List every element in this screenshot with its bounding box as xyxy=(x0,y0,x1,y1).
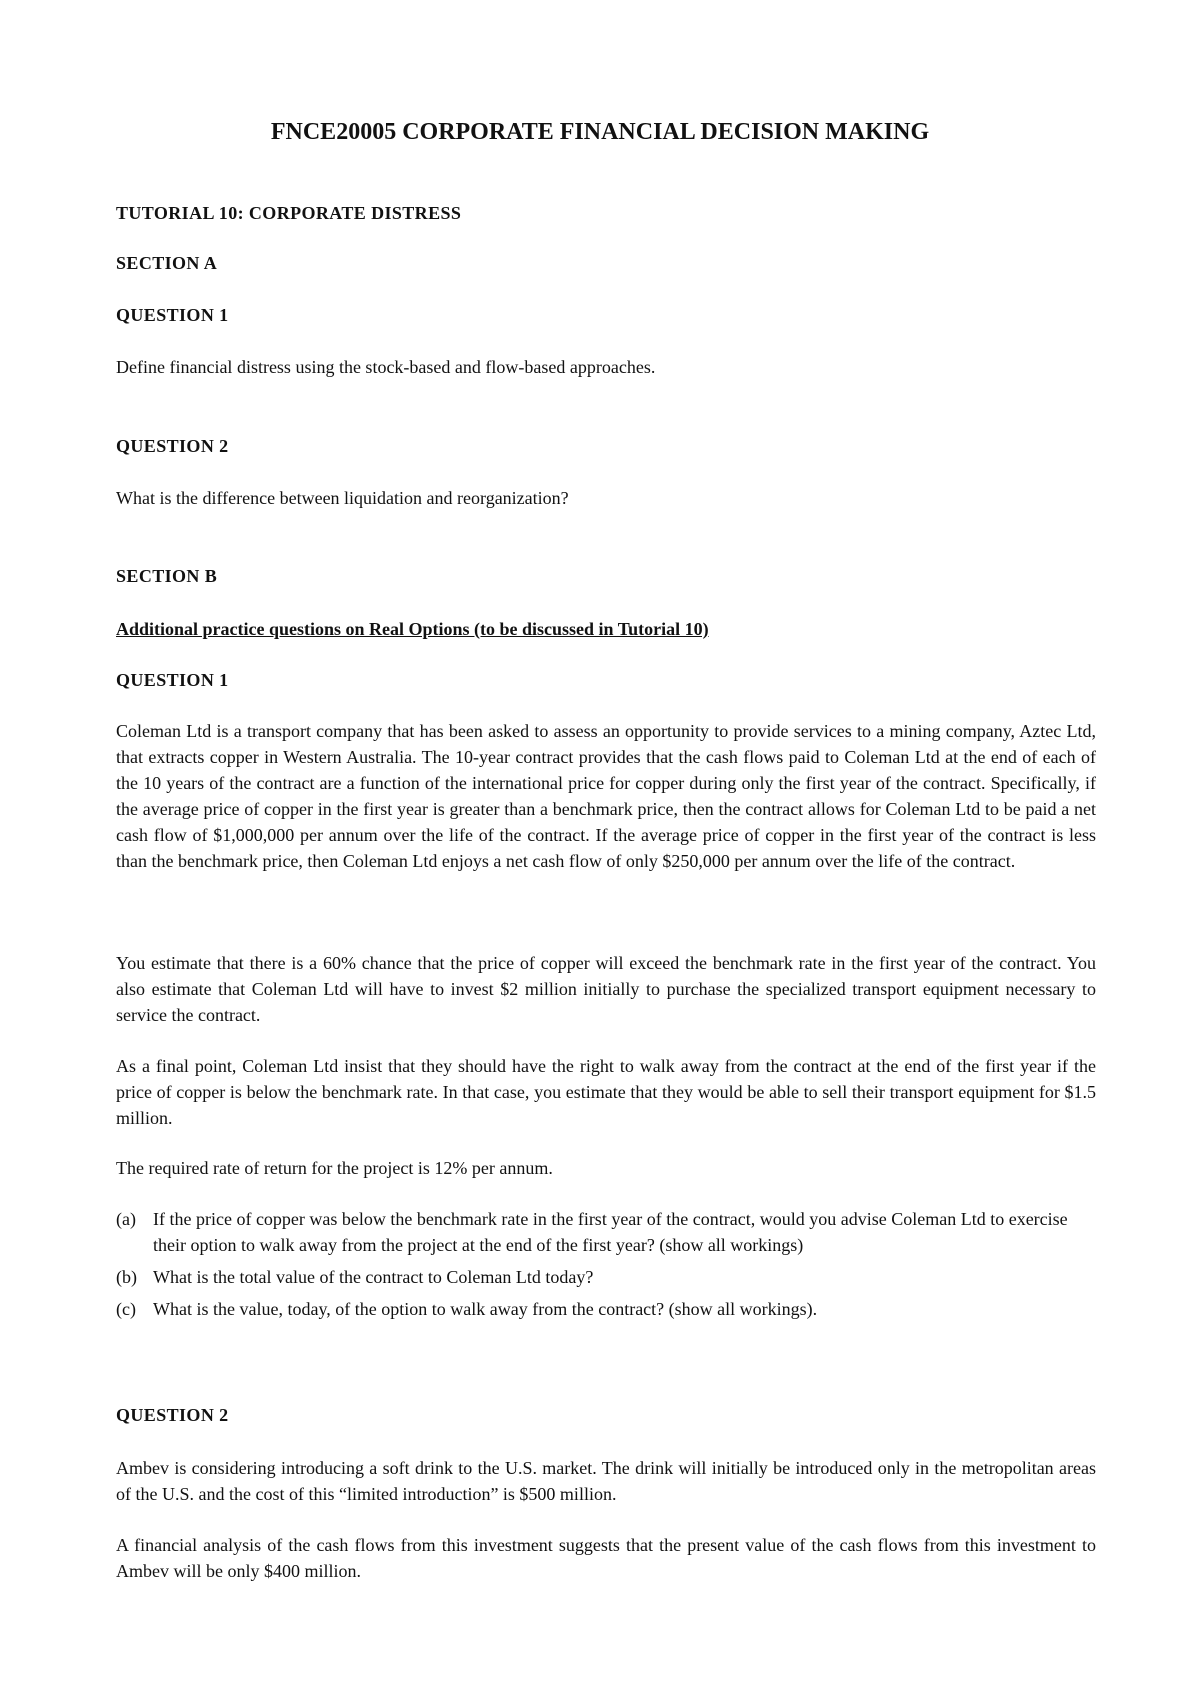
coleman-paragraph-4: The required rate of return for the project is 12% per annum. xyxy=(116,1158,553,1178)
coleman-paragraph-2: You estimate that there is a 60% chance that the price of copper will exceed the benchmark rate in the first year of the contract. You also estimate that Coleman Ltd will have to invest $2 million initially to purchase the specialized transport equipment necessary to service the contract. xyxy=(116,953,1096,1025)
list-item xyxy=(116,1264,1096,1290)
part-marker: (c) xyxy=(116,1299,136,1319)
coleman-paragraph-3: As a final point, Coleman Ltd insist that they should have the right to walk away from the contract at the end of the first year if the price of copper is below the benchmark rate. In that case, you estimate that they would be able to sell their transport equipment for $1.5 million. xyxy=(116,1056,1096,1128)
section-b-question-2-label: QUESTION 2 xyxy=(116,1405,229,1425)
list-item xyxy=(116,1296,1096,1322)
section-a-question-2-text: What is the difference between liquidation and reorganization? xyxy=(116,488,569,508)
section-a-heading: SECTION A xyxy=(116,253,218,273)
part-text: What is the value, today, of the option to walk away from the contract? (show all workings). xyxy=(153,1299,818,1319)
ambev-paragraph-2: A financial analysis of the cash flows from this investment suggests that the present value of the cash flows from this investment to Ambev will be only $400 million. xyxy=(116,1535,1096,1581)
part-marker: (a) xyxy=(116,1209,136,1229)
part-text: If the price of copper was below the benchmark rate in the first year of the contract, would you advise Coleman Ltd to exercise their option to walk away from the project at the end of the first year? (show all workings) xyxy=(153,1209,1068,1255)
tutorial-heading: TUTORIAL 10: CORPORATE DISTRESS xyxy=(116,203,462,223)
section-a-question-1-label: QUESTION 1 xyxy=(116,305,229,325)
section-a-question-2-label: QUESTION 2 xyxy=(116,436,229,456)
section-a-question-1-text: Define financial distress using the stock-based and flow-based approaches. xyxy=(116,357,656,377)
document-title: FNCE20005 CORPORATE FINANCIAL DECISION MAKING xyxy=(270,119,930,145)
part-marker: (b) xyxy=(116,1267,137,1287)
coleman-paragraph-1: Coleman Ltd is a transport company that has been asked to assess an opportunity to provide services to a mining company, Aztec Ltd, that extracts copper in Western Australia. The 10-year contract provides that the cash flows paid to Coleman Ltd at the end of each of the 10 years of the contract are a function of the international price for copper during only the first year of the contract. Specifically, if the average price of copper in the first year is greater than a benchmark price, then the contract allows for Coleman Ltd to be paid a net cash flow of $1,000,000 per annum over the life of the contract. If the average price of copper in the first year of the contract is less than the benchmark price, then Coleman Ltd enjoys a net cash flow of only $250,000 per annum over the life of the contract. xyxy=(116,721,1096,871)
section-b-question-1-label: QUESTION 1 xyxy=(116,670,229,690)
coleman-question-parts xyxy=(116,1206,1096,1328)
ambev-paragraph-1: Ambev is considering introducing a soft drink to the U.S. market. The drink will initially be introduced only in the metropolitan areas of the U.S. and the cost of this “limited introduction” is $500 million. xyxy=(116,1458,1096,1504)
part-text: What is the total value of the contract to Coleman Ltd today? xyxy=(153,1267,594,1287)
list-item xyxy=(116,1206,1096,1258)
section-b-heading: SECTION B xyxy=(116,566,218,586)
section-b-subheading: Additional practice questions on Real Options (to be discussed in Tutorial 10) xyxy=(116,619,709,639)
